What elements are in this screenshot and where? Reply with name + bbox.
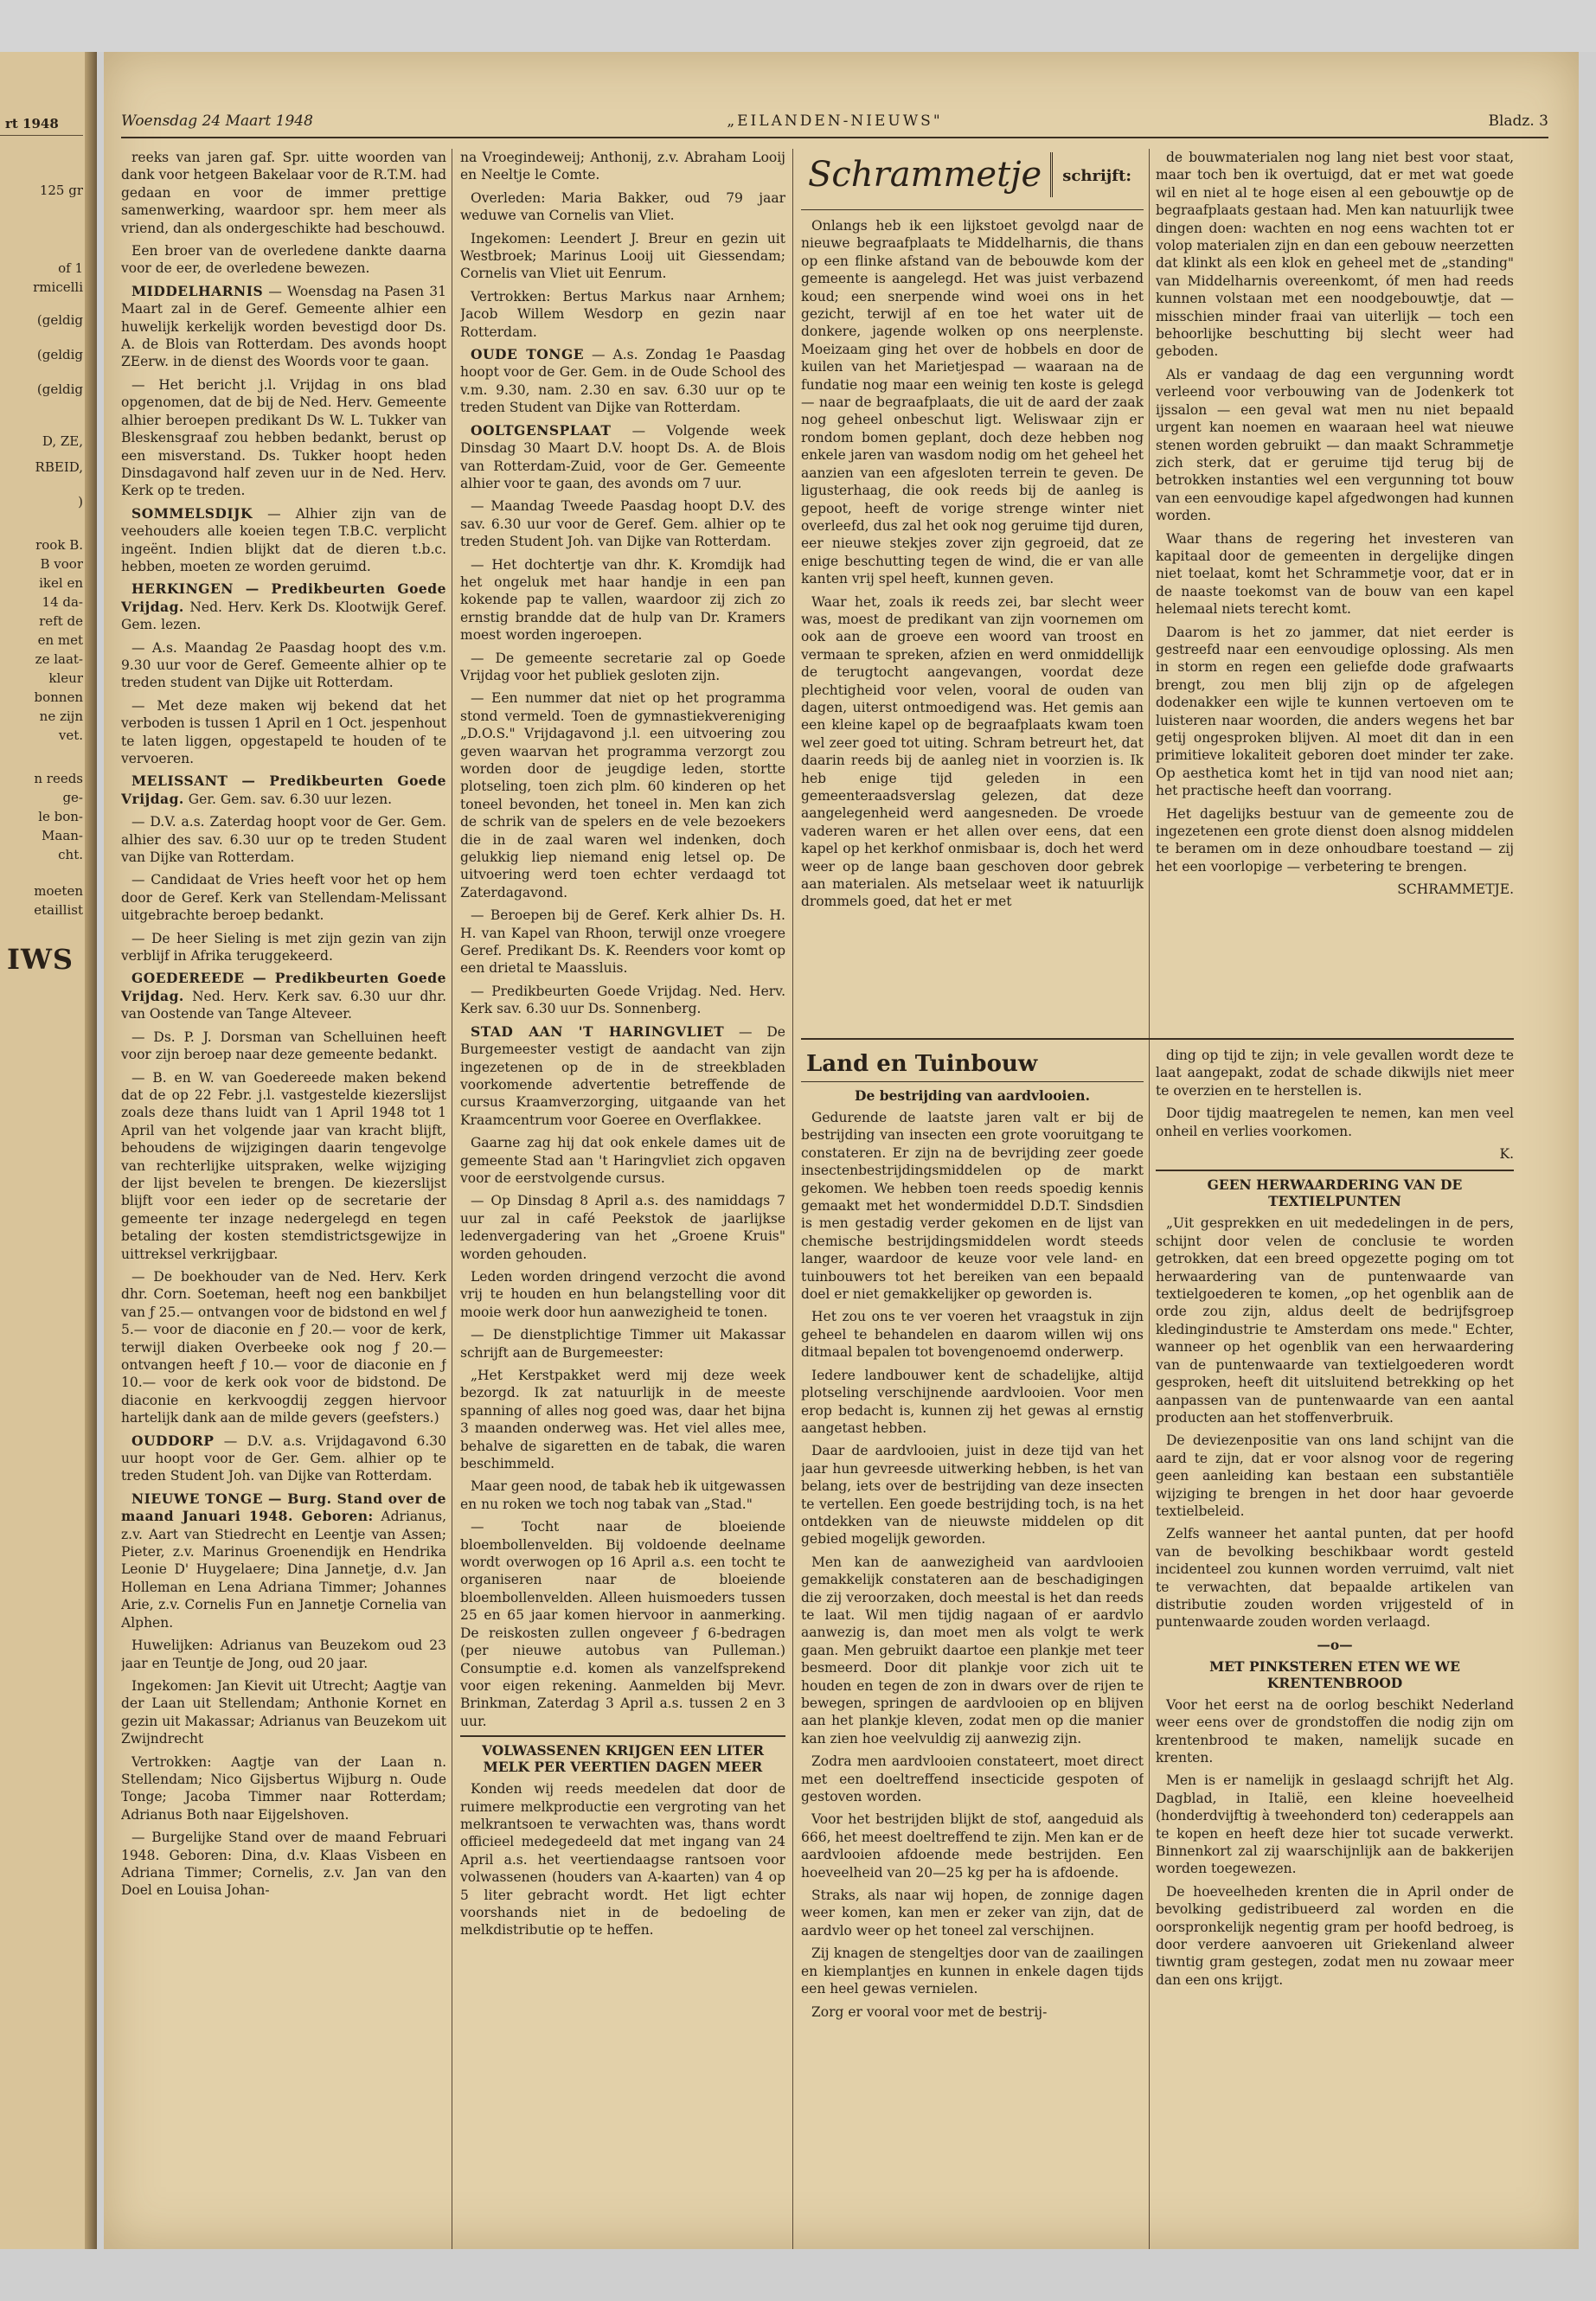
article-paragraph: [121, 1268, 446, 1427]
paragraph-text: reeks van jaren gaf. Spr. uitte woorden van dank voor hetgeen Bakelaar voor de R.T.M. had gedaan en voor de immer prettige samenwerking, waardoor spr. hem meer als vriend, dan als ondergeschikte had beschouwd.: [121, 150, 446, 236]
land-tuinbouw-subtitle: De bestrijding van aardvlooien.: [855, 1087, 1090, 1104]
previous-page-text-fragment: ): [78, 494, 83, 510]
place-name: STAD AAN 'T HARINGVLIET: [471, 1022, 725, 1040]
schrammetje-column-3: [801, 149, 1144, 1031]
article-paragraph: Men kan de aanwezigheid van aardvlooien gemakkelijk constateren aan de beschadigingen die zij veroorzaken, doch meestal is het dan reeds te laat. Wil men tijdig nagaan of er aardvlo aanwezig is, dan moet men als volgt te werk gaan. Men gebruikt daartoe een plankje met teer besmeerd. Door dit plankje voor zich uit te houden en tegen de zon in dwars over de rijen te bewegen, springen de aardvlooien op en blijven aan het plankje kleven, zodat men op die manier kan zien hoe veelvuldig zij aanwezig zijn.: [801, 1554, 1144, 1747]
place-name: OOLTGENSPLAAT: [471, 421, 612, 439]
paragraph-text: — Tocht naar de bloeiende bloembollenvelden. Bij voldoende deelname wordt overwogen op 16 April a.s. een tocht te organiseren naar de bloeiende bloembollenvelden. Alleen huismoeders tussen 25 en 65 jaar komen hiervoor in aanmerking. De reiskosten zullen ongeveer ƒ 6-bedragen (per nieuwe autobus van Pulleman.) Consumptie e.d. komen als vanzelfsprekend voor eigen rekening. Aanmelden bij Mevr. Brinkman, Zaterdag 3 April a.s. tussen 2 en 3 uur.: [460, 1519, 785, 1729]
article-paragraph: [460, 1477, 785, 1513]
schrammetje-signature: SCHRAMMETJE.: [1397, 881, 1514, 898]
paragraph-text: — Beroepen bij de Geref. Kerk alhier Ds. H. H. van Kapel van Rhoon, terwijl onze vroegere Geref. Predikant Ds. K. Reenders voor komt op een drietal te Maassluis.: [460, 907, 785, 977]
article-paragraph: „Uit gesprekken en uit mededelingen in de pers, schijnt door velen de conclusie te worden getrokken, dat een breed opgezette poging om tot herwaardering van de puntenwaarde van textielgoederen te komen, „op het ogenblik aan de orde zou zijn, aldus deelt de bedrijfsgroep kledingindustrie te Amsterdam ons mede." Echter, wanneer op het ogenblik van een herwaardering van de puntenwaarde van textielgoederen wordt gesproken, heeft dit uitsluitend betrekking op het aanpassen van de puntenwaarde van een aantal producten aan het stoffenverbruik.: [1156, 1215, 1514, 1426]
paragraph-text: Ned. Herv. Kerk sav. 6.30 uur dhr. van Oostende van Tange Alteveer.: [121, 988, 446, 1022]
paragraph-text: Ingekomen: Leendert J. Breur en gezin uit Westbroek; Marinus Looij uit Giessendam; Cornelis van Vliet uit Eenrum.: [460, 230, 785, 282]
article-paragraph: [121, 376, 446, 500]
section-divider: [1156, 1170, 1514, 1171]
paragraph-text: — Op Dinsdag 8 April a.s. des namiddags 7 uur zal in café Peekstok de jaarlijkse ledenvergadering van het „Groene Kruis" worden gehouden.: [460, 1193, 785, 1262]
column-rule: [792, 149, 793, 2259]
scan-border-bottom: [0, 2249, 1596, 2301]
scan-border-top: [0, 0, 1596, 52]
article-paragraph: Als er vandaag de dag een vergunning wordt verleend voor verbouwing van de Jodenkerk tot ijssalon — een geval wat men nu niet bepaald urgent kan noemen en waaraan heel wat nieuwe stenen worden gebruikt — dan maakt Schrammetje zich sterk, dat er geruime tijd terug bij de betrokken instanties wel een vergunning tot bouw van een eenvoudige kapel afgedwongen had kunnen worden.: [1156, 366, 1514, 524]
place-name: OUDE TONGE: [471, 346, 585, 363]
article-paragraph: [460, 230, 785, 283]
paragraph-text: — Het dochtertje van dhr. K. Kromdijk had het ongeluk met haar handje in een pan kokende pap te vallen, waardoor zij zich zo ernstig brandde dat de hulp van Dr. Kramers moest worden ingeroepen.: [460, 556, 785, 644]
previous-page-text-fragment: moeten: [34, 883, 83, 899]
previous-page-text-fragment: ge-: [62, 790, 83, 805]
article-paragraph: Straks, als naar wij hopen, de zonnige dagen weer komen, kan men er zeker van zijn, dat de aardvlo weer op het toneel zal verschijnen.: [801, 1888, 1144, 1939]
schrammetje-title: Schrammetje: [808, 152, 1053, 197]
article-paragraph: [460, 1326, 785, 1362]
place-name: OUDDORP: [131, 1432, 215, 1449]
previous-page-text-fragment: 14 da-: [42, 594, 83, 610]
previous-page-text-fragment: D, ZE,: [42, 433, 83, 449]
article-paragraph: Daar de aardvlooien, juist in deze tijd van het jaar hun gevreesde uitwerking hebben, is het van belang, iets over de bestrijding van deze insecten te vertellen. Een goede bestrijding toch, is na het ontdekken van de nieuwste middelen op dit gebied mogelijk geworden.: [801, 1443, 1144, 1548]
article-paragraph: [460, 1134, 785, 1187]
paragraph-text: Konden wij reeds meedelen dat door de ruimere melkproductie een vergroting van het melkrantsoen te verwachten was, thans wordt officieel medegedeeld dat met ingang van 24 April a.s. het veertiendaagse rantsoen voor volwassenen (houders van A-kaarten) van 4 op 5 liter gebracht wordt. Het ligt echter voorshands niet in de bedoeling de melkdistributie op te heffen.: [460, 1781, 785, 1939]
place-name: HERKINGEN — Predikbeurten Goede Vrijdag.: [121, 580, 446, 615]
article-paragraph: [121, 813, 446, 866]
paragraph-text: — Volgende week Dinsdag 30 Maart D.V. hoopt Ds. A. de Blois van Rotterdam-Zuid, voor de Ger. Gemeente alhier voor te gaan, des avonds om 7 uur.: [460, 422, 785, 491]
local-news-item: [121, 283, 446, 371]
article-paragraph: [460, 1367, 785, 1472]
page-number: Bladz. 3: [1488, 112, 1548, 130]
local-news-item: [121, 772, 446, 808]
previous-page-text-fragment: le bon-: [38, 809, 83, 824]
article-paragraph: Onlangs heb ik een lijkstoet gevolgd naar de nieuwe begraafplaats te Middelharnis, die thans op een flinke afstand van de bebouwde kom der gemeente is aangelegd. Het was juist verbazend koud; een snerpende wind woei ons in het gezicht, terwijl af en toe het water uit de donkere, jagende wolken op ons neerplenste. Moeizaam ging het over de hobbels en door de kuilen van het Marietjespad — waaraan na de fundatie nog maar een weinig ten koste is gelegd — naar de begraafplaats, die uit de aard der zaak nog geheel onbeschut ligt. Weliswaar zijn er rondom bomen geplant, doch deze hebben nog enkele jaren van wasdom nodig om het geheel het aanzien van een afgesloten terrein te geven. De ligusterhaag, die ook reeds bij de aanleg is gepoot, heeft de vorige strenge winter niet overleefd, dus zal het ook nog geruime tijd duren, eer nieuwe stekjes zover zijn gegroeid, dat ze enige beschutting tegen de wind, die er van alle kanten vrij spel heeft, kunnen geven.: [801, 218, 1144, 587]
paragraph-text: — De Burgemeester vestigt de aandacht van zijn ingezetenen op de in de streekbladen voorkomende advertentie betreffende de cursus Kraamverzorging, uitgaande van het Kraamcentrum voor Goeree en Overflakkee.: [460, 1023, 785, 1128]
paragraph-text: — Predikbeurten Goede Vrijdag. Ned. Herv. Kerk sav. 6.30 uur Ds. Sonnenberg.: [460, 983, 785, 1017]
article-paragraph: [121, 697, 446, 768]
paragraph-text: — De boekhouder van de Ned. Herv. Kerk dhr. Corn. Soeteman, heeft nog een bankbiljet van ƒ 25.— ontvangen voor de bidstond en wel ƒ 5.— voor de diaconie en ƒ 20.— voor de kerk, terwijl diaken Overbeeke ook nog ƒ 20.— ontvangen heeft ƒ 10.— voor de diaconie en ƒ 10.— voor de kerk ook voor de bidstond. De diaconie en kerkvoogdij zeggen hiervoor hartelijk dank aan de milde gevers (geefsters.): [121, 1268, 446, 1426]
paragraph-text: Adrianus, z.v. Aart van Stiedrecht en Leentje van Assen; Pieter, z.v. Marinus Groenendijk en Hendrika Leonie D' Huygelaere; Dina Jannetje, d.v. Jan Holleman en Lena Adriana Timmer; Johannes Arie, z.v. Cornelis Fun en Jannetje Cornelia van Alphen.: [121, 1509, 446, 1631]
column-4-lower: [1156, 1047, 1514, 2258]
previous-page-text-fragment: reft de: [39, 613, 83, 629]
land-tuinbouw-column-3: [801, 1047, 1144, 2258]
paragraph-text: na Vroegindeweij; Anthonij, z.v. Abraham Looij en Neeltje le Comte.: [460, 150, 785, 183]
paragraph-text: — Een nummer dat niet op het programma stond vermeld. Toen de gymnastiekvereniging „D.O.S." Vrijdagavond j.l. een uitvoering zou geven waarvan het programma verzorgt zou worden door de jeugdige leden, stortte plotseling, toen zich plm. 60 kinderen op het toneel bevonden, het toneel in. Men kan zich de schrik van de spelers en de vele bezoekers die in de zaal waren wel indenken, doch gelukkig liep niemand enig letsel op. De uitvoering werd toen echter verdaagd tot Zaterdagavond.: [460, 690, 785, 901]
article-paragraph: [121, 1637, 446, 1672]
local-news-item: [121, 970, 446, 1022]
article-paragraph: [460, 189, 785, 225]
local-news-item: [121, 1433, 446, 1485]
column-2-local-news: [460, 149, 785, 2259]
newspaper-page: [104, 52, 1579, 2249]
previous-page-text-fragment: RBEID,: [35, 459, 83, 475]
article-paragraph: Voor het eerst na de oorlog beschikt Nederland weer eens over de grondstoffen die nodig zijn om krentenbrood te maken, namelijk sucade en krenten.: [1156, 1696, 1514, 1766]
article-paragraph: [121, 1753, 446, 1824]
place-name: NIEUWE TONGE — Burg. Stand over de maand Januari 1948. Geboren:: [121, 1490, 446, 1525]
paragraph-text: Vertrokken: Bertus Markus naar Arnhem; Jacob Willem Wesdorp en gezin naar Rotterdam.: [460, 288, 785, 340]
krentenbrood-title: MET PINKSTEREN ETEN WE WE KRENTENBROOD: [1209, 1657, 1460, 1691]
local-news-item: [460, 346, 785, 417]
article-paragraph: [121, 1069, 446, 1263]
paragraph-text: — Maandag Tweede Paasdag hoopt D.V. des sav. 6.30 uur voor de Geref. Gem. alhier op te treden Student Joh. van Dijke van Rotterdam.: [460, 498, 785, 550]
article-headline: VOLWASSENEN KRIJGEN EEN LITER MELK PER VEERTIEN DAGEN MEER: [460, 1735, 785, 1775]
paragraph-text: Overleden: Maria Bakker, oud 79 jaar weduwe van Cornelis van Vliet.: [460, 189, 785, 224]
paragraph-text: — Alhier zijn van de veehouders alle koeien tegen T.B.C. verplicht ingeënt. Indien blijkt dat de dieren t.b.c. hebben, moeten ze worden geruimd.: [121, 505, 446, 574]
previous-page-text-fragment: vet.: [58, 727, 83, 743]
previous-page-text-fragment: ne zijn: [39, 708, 83, 724]
paragraph-text: Huwelijken: Adrianus van Beuzekom oud 23 jaar en Teuntje de Jong, oud 20 jaar.: [121, 1638, 446, 1671]
article-paragraph: ding op tijd te zijn; in vele gevallen wordt deze te laat aangepakt, zodat de schade dikwijls niet meer te overzien en te herstellen is.: [1156, 1048, 1514, 1099]
article-paragraph: [460, 1192, 785, 1263]
masthead: [121, 106, 1548, 138]
newspaper-name: „EILANDEN-NIEUWS": [727, 112, 943, 130]
previous-page-text-fragment: en met: [37, 632, 83, 648]
previous-page-text-fragment: kleur: [48, 670, 83, 686]
local-news-item: [121, 580, 446, 633]
schrammetje-header: [801, 149, 1144, 210]
article-paragraph: [460, 497, 785, 550]
column-1-local-news: [121, 149, 446, 2259]
article-paragraph: Daarom is het zo jammer, dat niet eerder is gestreefd naar een eenvoudige oplossing. Als men in storm en regen een geliefde dode grafwaarts brengt, zou men blij zijn op de afgelegen dodenakker een wijle te kunnen vertoeven om te luisteren naar woorden, die anders wegens het bar getij ongesproken blijven. Al moet dit dan in een primitieve lokaliteit geboren doet minder ter zake. Op aesthetica komt het in tijd van nood niet aan; het practische heeft dan voorrang.: [1156, 624, 1514, 799]
paragraph-text: Gaarne zag hij dat ook enkele dames uit de gemeente Stad aan 't Haringvliet zich opgaven voor de eerstvolgende cursus.: [460, 1135, 785, 1186]
paragraph-text: — De dienstplichtige Timmer uit Makassar schrijft aan de Burgemeester:: [460, 1327, 785, 1361]
previous-page-text-fragment: rook B.: [35, 537, 83, 553]
paragraph-text: — De heer Sieling is met zijn gezin van zijn verblijf in Afrika teruggekeerd.: [121, 930, 446, 965]
article-paragraph: [121, 930, 446, 965]
place-name: MELISSANT — Predikbeurten Goede Vrijdag.: [121, 772, 446, 807]
paragraph-text: — A.s. Zondag 1e Paasdag hoopt voor de Ger. Gem. in de Oude School des v.m. 9.30, nam. 2.30 en sav. 6.30 uur op te treden Student van Dijke van Rotterdam.: [460, 347, 785, 416]
article-paragraph: Zodra men aardvlooien constateert, moet direct met een doeltreffend insecticide gespoten of gestoven worden.: [801, 1753, 1144, 1805]
paragraph-text: — D.V. a.s. Vrijdagavond 6.30 uur hoopt voor de Ger. Gem. alhier op te treden Student Joh. van Dijke van Rotterdam.: [121, 1433, 446, 1484]
article-paragraph: De deviezenpositie van ons land schijnt van die aard te zijn, dat er voor alsnog voor de regering geen aanleiding kan bestaan een substantiële wijziging te brengen in het door haar gevoerde textielbeleid.: [1156, 1433, 1514, 1519]
paragraph-text: — Burgelijke Stand over de maand Februari 1948. Geboren: Dina, d.v. Klaas Visbeen en Adriana Timmer; Cornelis, z.v. Jan van den Doel en Louisa Johan-: [121, 1830, 446, 1899]
paragraph-text: Maar geen nood, de tabak heb ik uitgewassen en nu roken we toch nog tabak van „Stad.": [460, 1478, 785, 1512]
article-paragraph: Waar het, zoals ik reeds zei, bar slecht weer was, moest de predikant van zijn voornemen om ook aan de groeve een woord van troost en vermaan te spreken, afzien en werd onmiddellijk de terugtocht aangevangen, voordat deze plechtigheid voor velen, vooral de ouden van dagen, uiterst ontmoedigend was. Het gemis aan een kleine kapel op de begraafplaats kwam toen wel zeer goed tot uiting. Schram betreurt het, dat daarin reeds bij de aanleg niet in voorzien is. Ik heb enige tijd geleden in een gemeenteraadsverslag gelezen, dat deze aangelegenheid werd aangesneden. De vroede vaderen waren er het allen over eens, dat een kapel op het kerkhof onmisbaar is, doch het werd weer op de lange baan geschoven door gebrek aan materialen. Als metselaar weet ik natuurlijk drommels goed, dat het er met: [801, 593, 1144, 910]
article-paragraph: [121, 639, 446, 692]
previous-page-text-fragment: ikel en: [39, 575, 83, 591]
article-paragraph: Iedere landbouwer kent de schadelijke, altijd plotseling verschijnende aardvlooien. Voor men erop bedacht is, kunnen zij het gewas al ernstig aangetast hebben.: [801, 1367, 1144, 1436]
article-paragraph: [460, 288, 785, 341]
article-paragraph: [460, 907, 785, 977]
article-paragraph: [460, 650, 785, 685]
previous-page-text-fragment: bonnen: [34, 689, 83, 705]
previous-page-text-fragment: (geldig: [36, 381, 83, 397]
paragraph-text: — Woensdag na Pasen 31 Maart zal in de Geref. Gemeente alhier een huwelijk kerkelijk worden bevestigd door Ds. A. de Blois van Rotterdam. Des avonds hoopt ZEerw. in de dienst des Woords voor te gaan.: [121, 283, 446, 370]
article-paragraph: [121, 1677, 446, 1748]
paragraph-text: „Het Kerstpakket werd mij deze week bezorgd. Ik zat natuurlijk in de meeste spanning of alles nog goed was, daar het bijna 3 maanden onderweg was. Het viel alles mee, behalve de sigaretten en de tabak, die waren beschimmeld.: [460, 1368, 785, 1472]
paragraph-text: Ger. Gem. sav. 6.30 uur lezen.: [183, 791, 393, 807]
paragraph-text: — Ds. P. J. Dorsman van Schelluinen heeft voor zijn beroep naar deze gemeente bedankt.: [121, 1029, 446, 1063]
article-paragraph: [121, 1829, 446, 1900]
previous-page-text-fragment: Maan-: [42, 828, 83, 843]
article-paragraph: Zorg er vooral voor met de bestrij-: [811, 2003, 1048, 2020]
local-news-item: [121, 505, 446, 576]
place-name: SOMMELSDIJK: [131, 504, 253, 522]
paragraph-text: — Het bericht j.l. Vrijdag in ons blad opgenomen, dat de bij de Ned. Herv. Gemeente alhier beroepen predikant Ds W. L. Tukker van Bleskensgraaf zou hebben bedankt, berust op een misverstand. Ds. Tukker hoopt heden Dinsdagavond half zeven uur in de Ned. Herv. Kerk op te treden.: [121, 376, 446, 499]
article-paragraph: Het dagelijks bestuur van de gemeente zou de ingezetenen een grote dienst doen alsnog middelen te beramen om in deze onhoudbare toestand — zij het een voorlopige — verbetering te brengen.: [1156, 805, 1514, 875]
previous-page-text-fragment: n reeds: [34, 771, 83, 786]
column-rule: [1149, 149, 1150, 2259]
article-paragraph: [460, 149, 785, 184]
paragraph-text: — A.s. Maandag 2e Paasdag hoopt des v.m. 9.30 uur voor de Geref. Gemeente alhier op te treden student van Dijke uit Rotterdam.: [121, 639, 446, 691]
article-paragraph: [460, 689, 785, 901]
paragraph-text: — D.V. a.s. Zaterdag hoopt voor de Ger. Gem. alhier des sav. 6.30 uur op te treden Student van Dijke van Rotterdam.: [121, 814, 446, 866]
paragraph-text: — B. en W. van Goedereede maken bekend dat de op 22 Febr. j.l. vastgestelde kiezerslijst zoals deze thans luidt van 1 April 1948 tot 1 April van het volgende jaar van kracht blijft, behoudens de wijzigingen daarin tengevolge van rechterlijke uitspraken, welke wijziging der lijst bevelen te brengen. De kiezerslijst blijft voor een ieder op de secretarie der gemeente ter inzage nedergelegd en tegen betaling der kosten stemdistrictsgewijze in uittreksel verkrijgbaar.: [121, 1069, 446, 1262]
previous-page-text-fragment: (geldig: [36, 312, 83, 328]
article-paragraph: [460, 1268, 785, 1321]
article-paragraph: [121, 871, 446, 924]
paragraph-text: — Candidaat de Vries heeft voor het op hem door de Geref. Kerk van Stellendam-Melissant uitgebrachte beroep bedankt.: [121, 872, 446, 924]
previous-page-text-fragment: etaillist: [34, 902, 83, 918]
paragraph-text: — De gemeente secretarie zal op Goede Vrijdag voor het publiek gesloten zijn.: [460, 650, 785, 683]
issue-date: Woensdag 24 Maart 1948: [121, 112, 313, 130]
page-fold-shadow: [85, 52, 97, 2249]
textielpunten-title: GEEN HERWAARDERING VAN DE TEXTIELPUNTEN: [1207, 1176, 1463, 1210]
previous-page-text-fragment: ze laat-: [35, 651, 83, 667]
previous-page-text-fragment: 125 gr: [39, 183, 83, 198]
article-paragraph: Gedurende de laatste jaren valt er bij de bestrijding van insecten een grote vooruitgang te constateren. Er zijn na de bevrijding zeer goede insectenbestrijdingsmiddelen op de markt gekomen. We hebben toen reeds spoedig kennis gemaakt met het wondermiddel D.D.T. Sindsdien is men gestadig verder gekomen en de lijst van chemische bestrijdingsmiddelen wordt steeds langer, waardoor de keuze voor vele land- en tuinbouwers tot het bereiken van een bepaald doel er niet gemakkelijker op geworden is.: [801, 1110, 1144, 1303]
article-paragraph: [460, 983, 785, 1018]
local-news-item: [121, 1490, 446, 1631]
article-paragraph: de bouwmaterialen nog lang niet best voor staat, maar toch ben ik overtuigd, dat er met wat goede wil en niet al te hoge eisen al een gebouwtje op de begraafplaats gestaan had. Men kan natuurlijk twee dingen doen: wachten en nog eens wachten tot er volop materialen zijn en dan een gebouw neerzetten dat klinkt als een klok en geheel met de „standing" van Middelharnis overeenkomt, óf men had reeds kunnen volstaan met een noodgebouwtje, dat — misschien minder fraai van uiterlijk — toch een behoorlijke beschutting bij slecht weer had geboden.: [1156, 150, 1514, 360]
article-paragraph: Men is er namelijk in geslaagd schrijft het Alg. Dagblad, in Italië, een kleine hoeveelheid (honderdvijftig à tweehonderd ton) cederappels aan te kopen en heeft deze hier tot sucade verwerkt. Binnenkort zal zij waarschijnlijk aan de bakkerijen worden toegewezen.: [1156, 1772, 1514, 1877]
article-paragraph: [460, 1518, 785, 1730]
place-name: GOEDEREEDE — Predikbeurten Goede Vrijdag.: [121, 970, 446, 1004]
section-divider-ornament: —o—: [1317, 1636, 1353, 1653]
article-paragraph: Zelfs wanneer het aantal punten, dat per hoofd van de bevolking beschikbaar wordt gesteld incidenteel zou kunnen worden verruimd, valt niet te verwachten, dat bepaalde artikelen van distributie zouden worden vrijgesteld of in puntenwaarde zouden worden verlaagd.: [1156, 1526, 1514, 1631]
paragraph-text: Ned. Herv. Kerk Ds. Klootwijk Geref. Gem. lezen.: [121, 599, 446, 633]
paragraph-text: Vertrokken: Aagtje van der Laan n. Stellendam; Nico Gijsbertus Wijburg n. Oude Tonge; Jacoba Timmer naar Rotterdam; Adrianus Both naar Eijgelshoven.: [121, 1753, 446, 1823]
previous-page-text-fragment: cht.: [58, 847, 83, 862]
schrammetje-schrift: schrijft:: [1062, 167, 1131, 185]
previous-page-text-fragment: of 1: [58, 260, 83, 276]
article-paragraph: [121, 1029, 446, 1064]
previous-page-text-fragment: (geldig: [36, 347, 83, 362]
previous-page-text-fragment: rmicelli: [33, 279, 83, 295]
land-tuinbouw-title: Land en Tuinbouw: [801, 1047, 1144, 1082]
article-paragraph: Waar thans de regering het investeren van kapitaal door de gemeenten in dergelijke dingen niet toelaat, komt het Schrammetje voor, dat er in de naaste toekomst van de bouw van een kapel helemaal niets terecht komt.: [1156, 530, 1514, 618]
article-paragraph: [460, 1780, 785, 1939]
paragraph-text: Ingekomen: Jan Kievit uit Utrecht; Aagtje van der Laan uit Stellendam; Anthonie Kornet en gezin uit Makassar; Adrianus van Beuzekom uit Zwijndrecht: [121, 1677, 446, 1747]
place-name: MIDDELHARNIS: [131, 282, 264, 299]
previous-page-text-fragment: B voor: [40, 556, 83, 572]
article-paragraph: Zij knagen de stengeltjes door van de zaailingen en kiemplantjes en kunnen in enkele dagen tijds een heel gewas vernielen.: [801, 1945, 1144, 1997]
local-news-item: [460, 422, 785, 493]
article-paragraph: Door tijdig maatregelen te nemen, kan men veel onheil en verlies voorkomen.: [1156, 1106, 1514, 1139]
schrammetje-column-4: [1156, 149, 1514, 1031]
previous-page-heading-fragment: IWS: [7, 943, 74, 976]
paragraph-text: — Met deze maken wij bekend dat het verboden is tussen 1 April en 1 Oct. jespenhout te laten liggen, opgestapeld te houden of te vervoeren.: [121, 697, 446, 766]
article-paragraph: [121, 149, 446, 237]
article-paragraph: Het zou ons te ver voeren het vraagstuk in zijn geheel te behandelen en daarom willen wij ons ditmaal bepalen tot bovengenoemd onderwerp.: [801, 1309, 1144, 1361]
paragraph-text: Leden worden dringend verzocht die avond vrij te houden en hun belangstelling voor dit mooie werk door hun aanwezigheid te tonen.: [460, 1268, 785, 1320]
article-paragraph: [460, 556, 785, 644]
article-paragraph: Voor het bestrijden blijkt de stof, aangeduid als 666, het meest doeltreffend te zijn. Men kan er de aardvlooien afdoende mede bestrijden. Een hoeveelheid van 20—25 kg per ha is afdoende.: [801, 1811, 1144, 1881]
article-paragraph: [121, 242, 446, 278]
previous-page-edge: [0, 52, 97, 2249]
article-paragraph: De hoeveelheden krenten die in April onder de bevolking gedistribueerd zal worden en die oorspronkelijk negentig gram per hoofd bedroeg, is door verdere aanvoeren uit Griekenland alweer tiwntig gram gestegen, zodat men nu zowaar meer dan een ons krijgt.: [1156, 1883, 1514, 1988]
paragraph-text: Een broer van de overledene dankte daarna voor de eer, de overledene bewezen.: [121, 243, 446, 277]
section-divider: [801, 1038, 1514, 1040]
previous-page-header: rt 1948: [0, 112, 83, 136]
local-news-item: [460, 1023, 785, 1129]
land-tuinbouw-signature: K.: [1499, 1146, 1514, 1163]
